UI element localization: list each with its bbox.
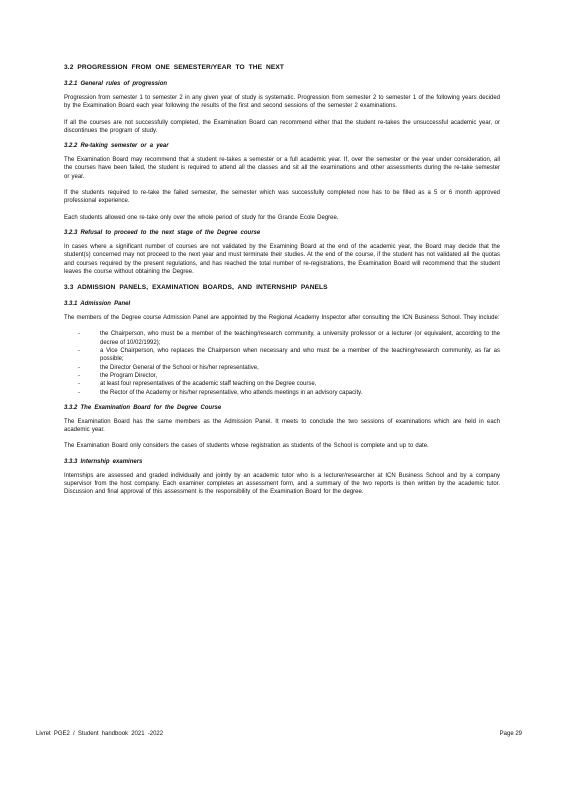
list-item: - the Director General of the School or his/her representative, — [78, 364, 500, 372]
list-item: - the Program Director, — [78, 372, 500, 380]
admission-panel-members-list — [64, 330, 500, 396]
section-3-3-2-paragraph-2: The Examination Board only considers the cases of students whose registration as students of the School is complete and up to date. — [64, 443, 429, 450]
section-3-2-2-paragraph-2: If the students required to re-take the failed semester, the semester which was successfully completed now has to be filled as a 5 or 6 month approved professional experience. — [64, 190, 500, 205]
section-3-2-2-paragraph-1: The Examination Board may recommend that a student re-takes a semester or a full academic year. If, over the semester or the year under consideration, all the courses have been failed, the student is required to attend all the classes and sit all the examinations and other assessments during the re-take semester or year. — [64, 157, 500, 180]
section-3-2-1-heading: 3.2.1 General rules of progression — [64, 81, 168, 87]
section-3-2-3-heading: 3.2.3 Refusal to proceed to the next stage of the Degree course — [64, 229, 261, 236]
section-3-3-heading: 3.3 ADMISSION PANELS, EXAMINATION BOARDS, AND INTERNSHIP PANELS — [64, 284, 328, 292]
section-3-2-1-paragraph-1: Progression from semester 1 to semester 2 in any given year of study is systematic. Progression from semester 2 to semester 1 of the following years decided by the Examination Board each year following the results of the first and second sessions of the semester 2 examinations. — [64, 95, 500, 110]
section-3-2-heading: 3.2 PROGRESSION FROM ONE SEMESTER/YEAR TO THE NEXT — [64, 64, 285, 71]
section-3-2-2-heading: 3.2.2 Re-taking semester or a year — [64, 143, 169, 150]
section-3-3-3-heading: 3.3.3 Internship examiners — [64, 458, 143, 465]
section-3-2-2-paragraph-3: Each students allowed one re-take only over the whole period of study for the Grande Ecole Degree. — [64, 214, 339, 221]
list-item: - the Chairperson, who must be a member of the teaching/research community, a university professor or a lecturer (or equivalent, according to the decree of 10/02/1992); — [78, 330, 500, 347]
section-3-3-1-paragraph-1: The members of the Degree course Admission Panel are appointed by the Regional Academy Inspector after consulting the ICN Business School. They include: — [64, 315, 500, 322]
section-3-3-1-heading: 3.3.1 Admission Panel — [64, 301, 131, 308]
section-3-3-2-heading: 3.3.2 The Examination Board for the Degree Course — [64, 404, 222, 411]
list-item: - the Rector of the Academy or his/her representative, who attends meetings in an advisory capacity. — [78, 389, 500, 397]
section-3-2-3-paragraph-1: In cases where a significant number of courses are not validated by the Examining Board at the end of the academic year, the Board may decide that the student(s) concerned may not proceed to the next year and must terminate their studies. At the end of the course, if the student has not validated all the quotas and courses required by the present regulations, and has reached the total number of re-registrations, the Examination Board will recommend that the student leaves the course without obtaining the Degree. — [64, 243, 500, 275]
section-3-3-2-paragraph-1: The Examination Board has the same members as the Admission Panel. It meets to conclude the two sessions of examinations which are held in each academic year. — [64, 418, 500, 434]
footer-handbook-title: Livret PGE2 / Student handbook 2021 -2022 — [36, 731, 164, 737]
footer-page-number: Page 29 — [499, 731, 522, 737]
document-page — [64, 64, 500, 505]
list-item: - at least four representatives of the academic staff teaching on the Degree course, — [78, 380, 500, 388]
section-3-3-3-paragraph-1: Internships are assessed and graded individually and jointly by an academic tutor who is a lecturer/researcher at ICN Business School and by a company supervisor from the host company. Each examiner completes an assessment form, and a summary of the two reports is then written by the academic tutor. Discussion and final approval of this assessment is the responsibility of the Examination Board for the degree. — [64, 472, 500, 496]
list-item: - a Vice Chairperson, who replaces the Chairperson when necessary and who must be a member of the teaching/research community, as far as possible; — [78, 347, 500, 364]
section-3-2-1-paragraph-2: If all the courses are not successfully completed, the Examination Board can recommend either that the student re-takes the unsuccessful academic year, or discontinues the program of study. — [64, 119, 500, 134]
